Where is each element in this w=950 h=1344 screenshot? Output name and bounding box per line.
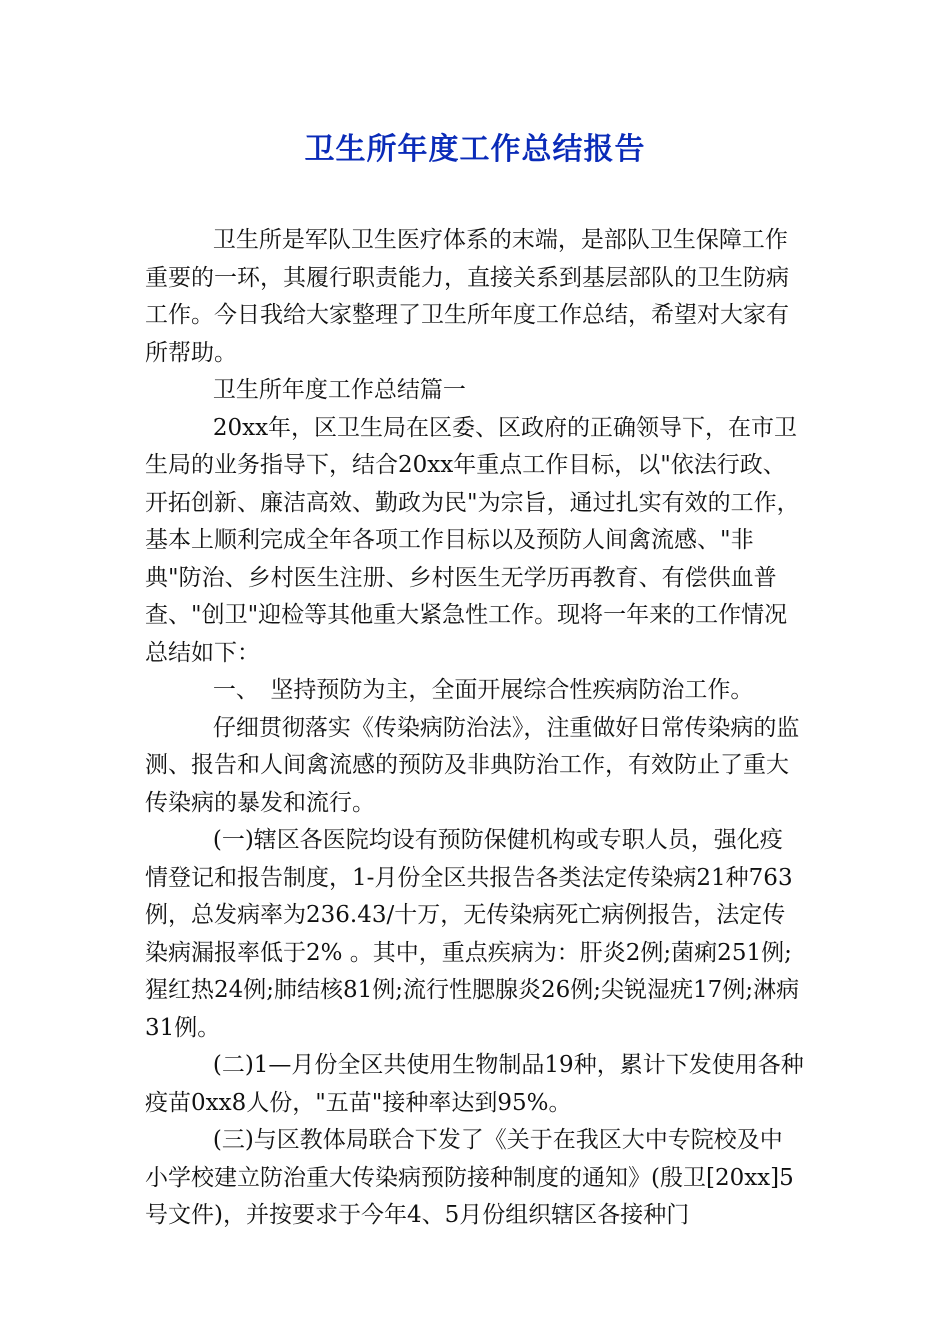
paragraph-law-implementation: 仔细贯彻落实《传染病防治法》，注重做好日常传染病的监测、报告和人间禽流感的预防及非典防治工作，有效防止了重大传染病的暴发和流行。 bbox=[145, 714, 800, 816]
document-title: 卫生所年度工作总结报告 bbox=[304, 132, 646, 167]
paragraph-item-two: (二)1—月份全区共使用生物制品19种，累计下发使用各种疫苗0xx8人份，"五苗"接种率达到95%。 bbox=[145, 1052, 804, 1116]
paragraph-intro: 卫生所是军队卫生医疗体系的末端，是部队卫生保障工作重要的一环，其履行职责能力，直接关系到基层部队的卫生防病工作。今日我给大家整理了卫生所年度工作总结，希望对大家有所帮助。 bbox=[145, 227, 789, 366]
paragraph-overview: 20xx年，区卫生局在区委、区政府的正确领导下，在市卫生局的业务指导下，结合20xx年重点工作目标，以"依法行政、开拓创新、廉洁高效、勤政为民"为宗旨，通过扎实有效的工作，基本上顺利完成全年各项工作目标以及预防人间禽流感、"非典"防治、乡村医生注册、乡村医生无学历再教育、有偿供血普查、"创卫"迎检等其他重大紧急性工作。现将一年来的工作情况总结如下： bbox=[145, 414, 800, 666]
paragraph-item-three: (三)与区教体局联合下发了《关于在我区大中专院校及中小学校建立防治重大传染病预防接种制度的通知》(殷卫[20xx]5号文件)，并按要求于今年4、5月份组织辖区各接种门 bbox=[145, 1127, 794, 1228]
paragraph-heading-one: 一、 坚持预防为主，全面开展综合性疾病防治工作。 bbox=[212, 677, 754, 703]
paragraph-section-heading: 卫生所年度工作总结篇一 bbox=[212, 377, 466, 403]
document-body bbox=[145, 222, 805, 1235]
paragraph-item-one: (一)辖区各医院均设有预防保健机构或专职人员，强化疫情登记和报告制度，1-月份全区共报告各类法定传染病21种763例，总发病率为236.43/十万，无传染病死亡病例报告，法定传染病漏报率低于2% 。其中，重点疾病为：肝炎2例;菌痢251例;猩红热24例;肺结核81例;流行性腮腺炎26例;尖锐湿疣17例;淋病31例。 bbox=[145, 827, 800, 1041]
